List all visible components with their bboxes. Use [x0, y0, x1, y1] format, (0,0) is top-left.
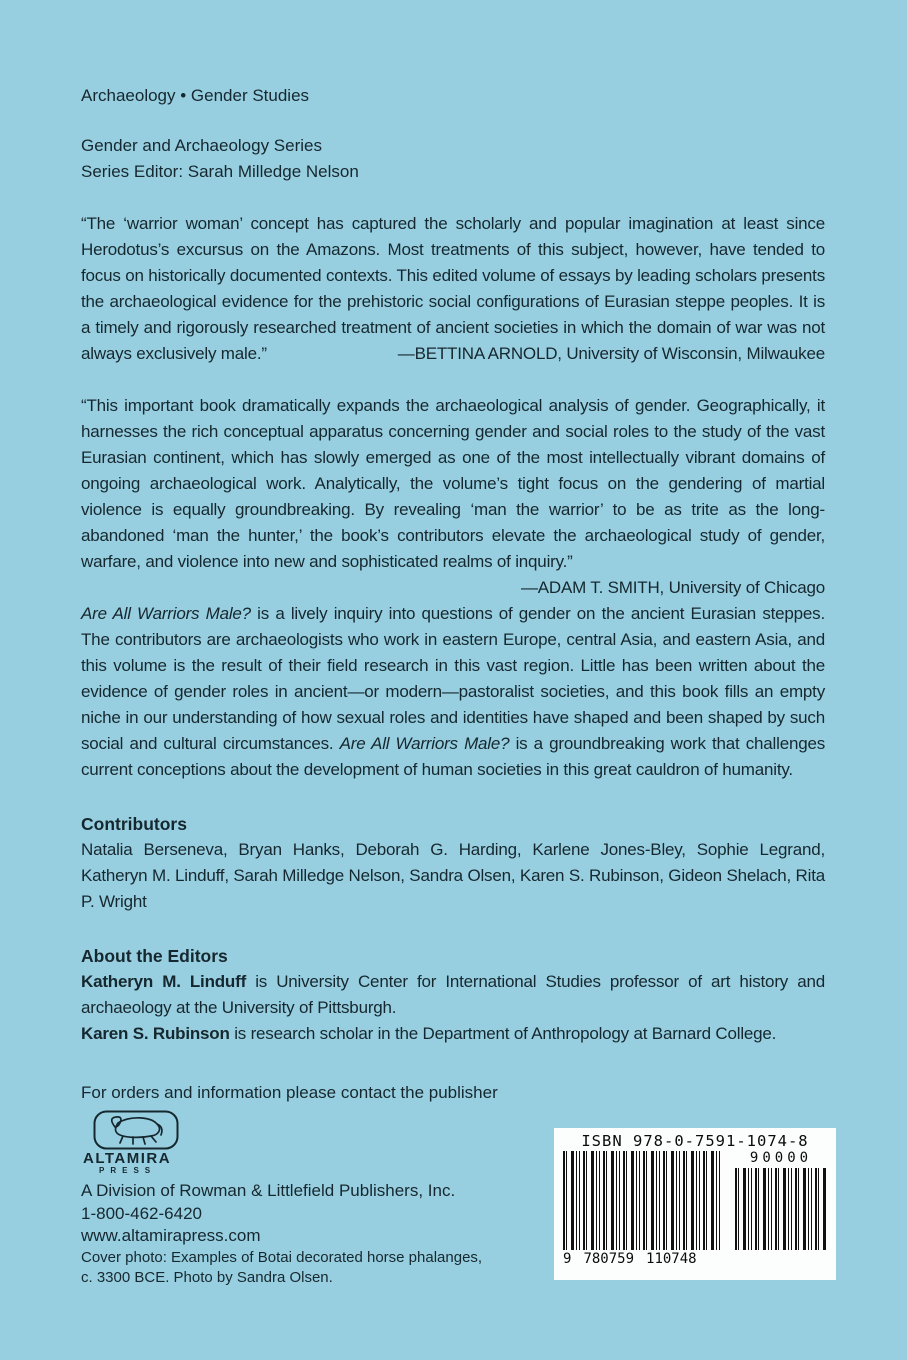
barcode-digit-group: 110748: [646, 1251, 697, 1267]
publisher-division: A Division of Rowman & Littlefield Publishers, Inc.: [81, 1181, 456, 1200]
supplemental-barcode-bars: [735, 1168, 827, 1250]
orders-line: For orders and information please contact the publisher: [81, 1083, 498, 1102]
barcode-bars-row: [563, 1151, 827, 1267]
review-quote-smith: [81, 393, 825, 597]
barcode-digit-lead: 9: [563, 1251, 572, 1267]
main-barcode: [563, 1151, 723, 1267]
series-title: Gender and Archaeology Series: [81, 136, 322, 155]
supplemental-barcode: [735, 1151, 827, 1267]
editor-bio-text: is research scholar in the Department of Anthropology at Barnard College.: [229, 1024, 777, 1043]
altamira-press-logo: [83, 1110, 193, 1176]
editor-bio-rubinson: [81, 1021, 825, 1047]
cover-text-content: [81, 85, 825, 1047]
barcode-digit-group: 780759: [583, 1251, 635, 1267]
cover-photo-credit-line2: c. 3300 BCE. Photo by Sandra Olsen.: [81, 1268, 333, 1286]
logo-name-text: ALTAMIRA: [83, 1150, 172, 1167]
publisher-phone: 1-800-462-6420: [81, 1203, 202, 1223]
review-quote-text: “This important book dramatically expands the archaeological analysis of gender. Geographically, it harnesses the rich conceptual apparatus concerning gender and social roles to the study of the vast Eurasian continent, which has slowly emerged as one of the most intellectually vibrant domains of ongoing archaeological work. Analytically, the volume’s tight focus on the gendering of martial violence is equally groundbreaking. By revealing ‘man the warrior’ to be as trite as the long-abandoned ‘man the hunter,’ the book’s contributors elevate the archaeological study of gender, warfare, and violence into new and sophisticated realms of inquiry.”: [81, 396, 825, 571]
editors-heading: About the Editors: [81, 946, 228, 966]
series-info: [81, 133, 825, 185]
contributors-names: Natalia Berseneva, Bryan Hanks, Deborah G. Harding, Karlene Jones-Bley, Sophie Legrand, Katheryn M. Linduff, Sarah Milledge Nelson, Sandra Olsen, Karen S. Rubinson, Gideon Shelach, Rita P. Wright: [81, 840, 825, 911]
editor-name: Katheryn M. Linduff: [81, 972, 247, 991]
barcode-price-code: 90000: [749, 1150, 813, 1166]
cave-bull-logo-icon: [83, 1110, 193, 1150]
category-line: Archaeology • Gender Studies: [81, 86, 310, 105]
isbn-number: ISBN 978-0-7591-1074-8: [581, 1132, 809, 1150]
review-attribution: —ADAM T. SMITH, University of Chicago: [520, 578, 825, 597]
barcode-bars: [563, 1151, 723, 1250]
editor-bio-linduff: [81, 969, 825, 1021]
contributors-heading: Contributors: [81, 814, 187, 834]
review-attribution: —BETTINA ARNOLD, University of Wisconsin, Milwaukee: [397, 344, 825, 363]
barcode-digits: [563, 1251, 723, 1267]
publisher-website: www.altamirapress.com: [81, 1226, 261, 1245]
logo-press-text: PRESS: [99, 1166, 157, 1175]
review-quote-arnold: [81, 211, 825, 367]
review-quote-text: “The ‘warrior woman’ concept has captured the scholarly and popular imagination at least since Herodotus’s excursus on the Amazons. Most treatments of this subject, however, have tended to focus on historically documented contexts. This edited volume of essays by leading scholars presents the archaeological evidence for the prehistoric social configurations of Eurasian steppe peoples. It is a timely and rigorously researched treatment of ancient societies in which the domain of war was not always exclusively male.”: [81, 214, 825, 363]
isbn-barcode: [554, 1128, 836, 1280]
publisher-block: [81, 1082, 551, 1288]
editor-name: Karen S. Rubinson: [81, 1024, 230, 1043]
series-editor: Series Editor: Sarah Milledge Nelson: [81, 162, 359, 181]
cover-photo-credit-line1: Cover photo: Examples of Botai decorated horse phalanges,: [81, 1248, 483, 1266]
editor-bio-text: is University Center for International Studies professor of art history and archaeology at the University of Pittsburgh.: [81, 972, 825, 1017]
book-description: Are All Warriors Male? is a lively inquiry into questions of gender on the ancient Eurasian steppes. The contributors are archaeologists who work in eastern Europe, central Asia, and eastern Asia, and this volume is the result of their field research in this vast region. Little has been written about the evidence of gender roles in ancient—or modern—pastoralist societies, and this book fills an empty niche in our understanding of how sexual roles and identities have shaped and been shaped by such social and cultural circumstances. Are All Warriors Male? is a groundbreaking work that challenges current conceptions about the development of human societies in this great cauldron of humanity.: [81, 604, 826, 779]
